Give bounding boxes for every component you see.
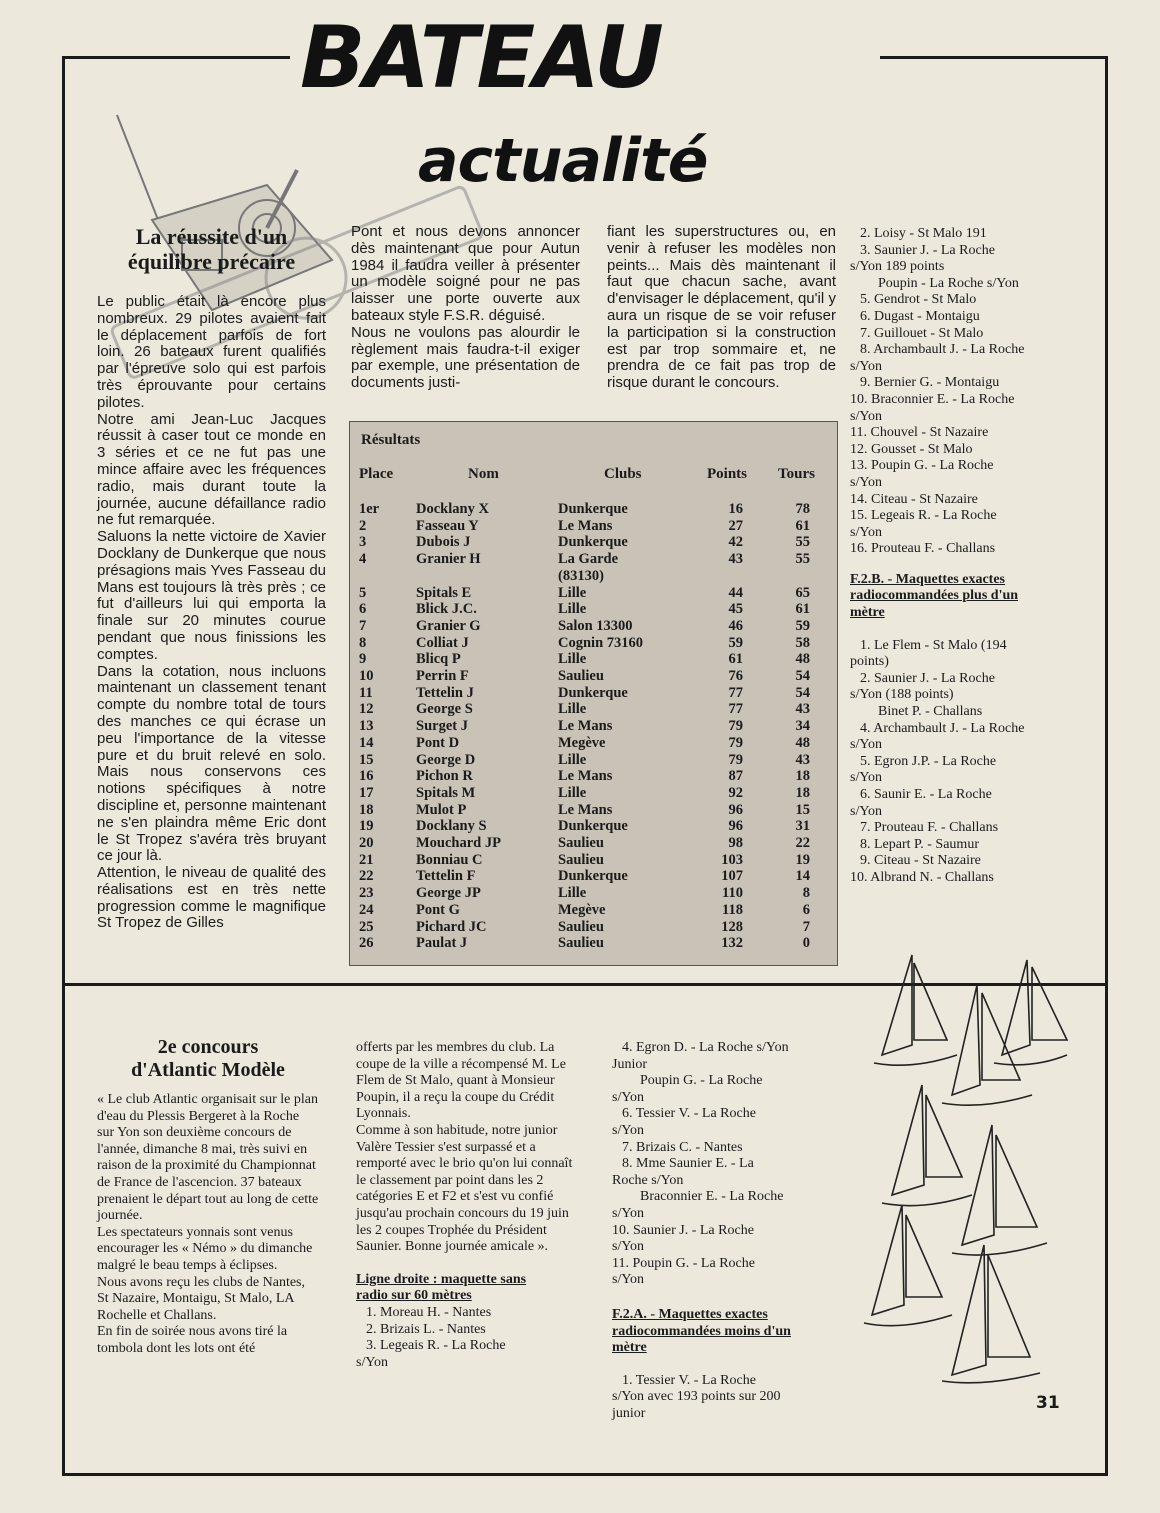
table-row [350,601,837,618]
table-cell-points: 77 [728,684,743,701]
table-cell-club: (83130) [558,567,604,584]
list-item: 9. Citeau - St Nazaire [860,853,981,869]
table-cell-nom: Spitals E [416,584,472,601]
paragraph: Les spectateurs yonnais sont venus encourager les « Némo » du dimanche malgré le beau temps à éclipses. [97,1224,313,1273]
table-cell-points: 110 [722,885,743,902]
col-header-place: Place [359,466,394,482]
list-item: 12. Gousset - St Malo [850,441,973,457]
table-cell-points: 98 [728,835,743,851]
list-item: 16. Prouteau F. - Challans [850,541,996,557]
paragraph: fiant les superstructures ou, en venir à refuser les modèles non peints... Mais dès maintenant il faut que chacun sache, avant d'envisager le déplacement, qu'il y aura un risque de se voir refuser la participation si la construction est par trop sommaire et, ne prendra de ce fait pas trop de risque durant le concours. [607,223,836,392]
table-cell-points: 87 [728,768,743,785]
list-item: 2. Loisy - St Malo 191 [860,226,987,241]
paragraph: Nous avons reçu les clubs de Nantes, St Nazaire, Montaigu, St Malo, LA Rochelle et Challans. [97,1274,306,1323]
table-row [350,735,837,752]
table-cell-club: Lille [558,701,587,718]
table-cell-place: 25 [359,918,374,935]
list-item: 6. Saunir E. - La Roche [860,787,992,802]
list-item: s/Yon [612,1239,645,1255]
table-cell-points: 42 [728,534,743,551]
list-item: 6. Tessier V. - La Roche [622,1106,756,1122]
table-cell-place: 21 [359,851,374,868]
table-cell-tours: 48 [795,734,810,751]
list-item: 10. Braconnier E. - La Roche [850,391,1015,407]
ligne-droite-list [356,1305,582,1371]
table-cell-points: 128 [721,918,743,935]
table-cell-tours: 43 [795,701,810,718]
f2b-heading: F.2.B. - Maquettes exactes radiocommandées plus d'un mètre [850,571,1019,621]
table-row [350,818,837,835]
ligne-droite-heading: Ligne droite : maquette sans radio sur 60 mètres [356,1271,527,1304]
list-item: Junior [612,1056,647,1072]
list-item: 1. Tessier V. - La Roche [622,1372,756,1388]
results-list [850,226,1080,558]
table-row [350,852,837,869]
list-item: s/Yon [850,358,883,374]
table-cell-place: 6 [359,601,367,618]
table-cell-club: Lille [558,784,587,801]
list-item: Poupin G. - La Roche [640,1073,763,1089]
table-cell-nom: Bonniau C [416,851,483,868]
list-item: 13. Poupin G. - La Roche [850,458,994,474]
table-cell-points: 27 [728,517,743,534]
list-item: 10. Saunier J. - La Roche [612,1222,754,1238]
table-cell-club: Dunkerque [558,534,628,551]
table-cell-club: Megève [558,734,606,751]
table-cell-tours: 31 [795,818,810,835]
list-item: 15. Legeais R. - La Roche [850,508,997,524]
list-item: s/Yon [850,737,883,753]
table-cell-place: 23 [359,885,374,902]
table-cell-place: 18 [359,801,374,818]
table-cell-club: Lille [558,584,587,601]
table-cell-points: 103 [721,851,743,868]
table-row [350,885,837,902]
list-item: 8. Mme Saunier E. - La [622,1156,754,1172]
table-row [350,618,837,635]
table-cell-nom: Pichard JC [416,918,487,935]
table-row [350,568,837,585]
list-item: 7. Brizais C. - Nantes [622,1139,743,1155]
results-list-continued [612,1040,838,1289]
table-cell-tours: 54 [795,668,810,684]
list-item: s/Yon (188 points) [850,687,954,703]
table-row [350,685,837,702]
table-cell-tours: 43 [795,751,810,768]
table-cell-club: Cognin 73160 [558,634,644,651]
table-row [350,534,837,551]
table-cell-tours: 18 [795,768,810,785]
list-item: 2. Saunier J. - La Roche [860,670,995,686]
table-cell-club: Saulieu [558,918,604,935]
page-title: BATEAU [300,8,662,108]
table-row [350,902,837,919]
table-cell-nom: George D [416,751,476,768]
paragraph: En fin de soirée nous avons tiré la tombola dont les lots ont été [97,1324,288,1356]
list-item: 8. Archambault J. - La Roche [860,342,1025,358]
col-header-tours: Tours [778,466,815,482]
list-item: s/Yon [850,408,883,424]
paragraph: Attention, le niveau de qualité des réalisations est en très nette progression comme le magnifique St Tropez de Gilles [97,864,326,932]
table-cell-points: 76 [728,668,743,684]
article2-column3 [612,1040,838,1422]
list-item: 9. Bernier G. - Montaigu [860,375,1000,391]
table-cell-nom: Granier H [416,551,481,568]
list-item: 1. Moreau H. - Nantes [366,1304,492,1320]
table-cell-points: 96 [728,801,743,818]
table-cell-nom: Spitals M [416,784,476,801]
list-item: s/Yon [850,770,883,786]
paragraph: Nous ne voulons pas alourdir le règlement mais faudra-t-il exiger par exemple, une présentation de documents justi- [351,323,580,392]
results-title: Résultats [361,432,421,448]
list-item: s/Yon [612,1122,645,1138]
list-item: s/Yon 189 points [850,259,945,275]
paragraph: Pont et nous devons annoncer dès maintenant que pour Autun 1984 il faudra veiller à présenter un modèle soigné pour ne pas laisser une porte ouverte aux bateaux style F.S.R. déguisé. [351,223,580,324]
table-cell-place: 14 [359,734,374,751]
table-row [350,802,837,819]
list-item: s/Yon [850,524,883,540]
table-cell-club: Le Mans [558,768,613,785]
table-cell-place: 19 [359,818,374,835]
table-cell-place: 10 [359,668,374,684]
list-item: s/Yon [850,474,883,490]
list-item: 11. Poupin G. - La Roche [612,1255,755,1271]
paragraph: Notre ami Jean-Luc Jacques réussit à caser tout ce monde en 3 séries et ce ne fut pas une mince affaire avec les fréquences radio, mais durant toute la journée, aucune défaillance radio ne fut remarquée. [97,410,326,529]
table-cell-points: 92 [728,784,743,801]
table-cell-tours: 15 [795,801,810,818]
table-cell-points: 61 [728,651,743,668]
list-item: s/Yon [612,1089,645,1105]
table-row [350,668,837,685]
table-cell-tours: 19 [795,851,810,868]
table-cell-nom: Tettelin F [416,868,476,885]
table-cell-tours: 78 [795,501,810,517]
table-cell-nom: Paulat J [416,935,468,952]
paragraph: offerts par les membres du club. La coupe de la ville a récompensé M. Le Flem de St Malo, quant à Monsieur Poupin, il a reçu la coupe du Crédit Lyonnais. [356,1040,566,1122]
f2a-results-list [612,1373,838,1423]
table-cell-place: 3 [359,534,367,551]
list-item: Roche s/Yon [612,1172,684,1188]
table-cell-tours: 14 [795,868,810,885]
table-cell-tours: 55 [795,551,810,568]
list-item: s/Yon [850,803,883,819]
table-cell-points: 44 [728,584,743,601]
table-row [350,635,837,652]
paragraph: « Le club Atlantic organisait sur le plan d'eau du Plessis Bergeret à la Roche sur Yon son deuxième concours de l'année, dimanche 8 mai, très suivi en raison de la proximité du Championnat de France de l'ascencion. 37 bateaux prenaient le départ tout au long de cette journée. [97,1092,319,1224]
table-cell-tours: 7 [802,918,810,935]
table-cell-place: 26 [359,935,374,952]
table-cell-club: Dunkerque [558,868,628,885]
list-item: 14. Citeau - St Nazaire [850,491,978,507]
table-cell-points: 16 [728,501,743,517]
results-table [349,421,838,966]
table-cell-points: 79 [728,751,743,768]
table-cell-tours: 18 [795,784,810,801]
table-cell-club: Dunkerque [558,684,628,701]
table-cell-points: 79 [728,718,743,735]
table-cell-club: Lille [558,885,587,902]
table-cell-nom: Granier G [416,617,481,634]
right-results-column [850,226,1080,887]
list-item: s/Yon [356,1354,389,1370]
table-cell-place: 17 [359,784,374,801]
table-row [350,718,837,735]
table-cell-place: 16 [359,768,374,785]
article2-column1 [97,1036,319,1358]
table-cell-points: 45 [728,601,743,618]
list-item: 5. Egron J.P. - La Roche [860,753,997,769]
table-cell-place: 11 [359,684,373,701]
table-cell-nom: Dubois J [416,534,471,551]
table-cell-club: Saulieu [558,851,604,868]
table-cell-tours: 55 [795,534,810,551]
table-row [350,785,837,802]
col-header-points: Points [707,466,748,482]
table-cell-points: 77 [728,701,743,718]
sailboats-illustration [862,945,1072,1385]
table-row [350,752,837,769]
paragraph: Le public était là encore plus nombreux. 29 pilotes avaient fait le déplacement parfois de fort loin. 26 bateaux furent qualifiés par l'épreuve solo qui est parfois très éprouvante pour certains pilotes. [97,293,326,411]
table-cell-tours: 59 [795,617,810,634]
table-cell-nom: Docklany S [416,818,487,835]
table-cell-nom: Fasseau Y [416,517,479,534]
list-item: Braconnier E. - La Roche [640,1189,784,1205]
list-item: 7. Guillouet - St Malo [860,325,984,341]
f2b-results-list [850,638,1080,887]
table-cell-place: 15 [359,751,374,768]
table-cell-place: 20 [359,835,374,851]
table-cell-place: 4 [359,551,367,568]
list-item: 7. Prouteau F. - Challans [860,820,999,836]
table-row [350,919,837,936]
table-cell-club: Le Mans [558,517,613,534]
list-item: s/Yon avec 193 points sur 200 [612,1389,781,1405]
table-cell-nom: Blicq P [416,651,461,668]
list-item: 11. Chouvel - St Nazaire [850,425,989,441]
table-row [350,935,837,952]
list-item: 4. Archambault J. - La Roche [860,720,1025,736]
table-cell-tours: 34 [795,718,810,735]
table-row [350,501,837,518]
table-cell-nom: Perrin F [416,668,469,684]
table-cell-tours: 48 [795,651,810,668]
table-cell-nom: Mulot P [416,801,467,818]
table-cell-club: La Garde [558,551,619,568]
paragraph: Comme à son habitude, notre junior Valère Tessier s'est surpassé et a remporté avec le brio qu'on lui connaît le classement par point dans les 2 catégories E et F2 et s'est vu confié jusqu'au prochain concours du 19 juin les 2 coupes Trophée du Président Saunier. Bonne journée amicale ». [356,1122,573,1255]
table-cell-place: 24 [359,901,374,918]
table-row [350,868,837,885]
table-cell-club: Saulieu [558,935,604,952]
table-cell-tours: 6 [802,901,810,918]
table-cell-tours: 61 [795,517,810,534]
list-item: Poupin - La Roche s/Yon [878,275,1019,291]
table-row [350,701,837,718]
table-cell-nom: Docklany X [416,501,489,517]
article2-heading: 2e concours d'Atlantic Modèle [131,1036,285,1081]
table-cell-club: Saulieu [558,668,604,684]
list-item: 8. Lepart P. - Saumur [860,836,979,852]
table-cell-club: Saulieu [558,835,604,851]
page-subtitle: actualité [418,126,708,196]
list-item: points) [850,654,889,670]
page-number: 31 [1036,1393,1060,1413]
paragraph: Saluons la nette victoire de Xavier Docklany de Dunkerque que nous présagions mais Yves Fasseau du Mans est toujours là très près ; ce fut d'ailleurs lui qui emporta la finale sur 20 minutes courue pendant que nous finissions les comptes. [97,528,326,663]
article1-column1 [97,224,326,932]
table-cell-nom: Blick J.C. [416,601,477,618]
table-cell-points: 79 [728,734,743,751]
table-cell-tours: 8 [802,885,810,902]
table-cell-points: 118 [722,901,743,918]
f2a-heading: F.2.A. - Maquettes exactes radiocommandées moins d'un mètre [612,1306,791,1356]
col-header-clubs: Clubs [604,466,642,482]
list-item: 1. Le Flem - St Malo (194 [860,637,1007,653]
table-cell-place: 22 [359,868,374,885]
table-cell-club: Dunkerque [558,501,628,517]
table-cell-club: Lille [558,651,587,668]
table-cell-tours: 54 [795,684,810,701]
table-cell-nom: Tettelin J [416,684,474,701]
article1-heading: La réussite d'un équilibre précaire [127,224,296,274]
table-cell-place: 9 [359,651,367,668]
list-item: 4. Egron D. - La Roche s/Yon [622,1040,789,1055]
list-item: s/Yon [612,1272,645,1288]
table-cell-club: Lille [558,751,587,768]
table-row [350,551,837,568]
article1-column2 [351,224,580,392]
table-cell-nom: Mouchard JP [416,835,501,851]
table-row [350,651,837,668]
table-cell-place: 2 [359,517,367,534]
table-cell-club: Le Mans [558,801,613,818]
list-item: Binet P. - Challans [878,704,983,720]
table-row [350,768,837,785]
table-cell-tours: 65 [795,584,810,601]
table-row [350,835,837,852]
table-row [350,585,837,602]
table-cell-tours: 0 [802,935,810,952]
table-row [350,518,837,535]
table-cell-club: Lille [558,601,587,618]
table-cell-nom: Colliat J [416,634,469,651]
table-cell-tours: 61 [795,601,810,618]
list-item: junior [612,1405,646,1421]
table-cell-nom: Pont D [416,734,460,751]
table-cell-place: 8 [359,634,367,651]
table-cell-club: Dunkerque [558,818,628,835]
list-item: 6. Dugast - Montaigu [860,308,980,324]
table-cell-club: Megève [558,901,606,918]
table-cell-club: Le Mans [558,718,613,735]
article2-column2 [356,1040,582,1371]
list-item: 5. Gendrot - St Malo [860,292,977,308]
table-cell-points: 96 [728,818,743,835]
table-cell-points: 46 [728,617,743,634]
list-item: 3. Saunier J. - La Roche [860,242,995,258]
list-item: 10. Albrand N. - Challans [850,869,994,885]
table-cell-place: 7 [359,617,367,634]
table-cell-nom: Pichon R [416,768,473,785]
col-header-nom: Nom [468,466,499,482]
list-item: s/Yon [612,1205,645,1221]
table-cell-place: 1er [359,501,380,517]
table-cell-points: 107 [721,868,743,885]
paragraph: Dans la cotation, nous incluons maintenant un classement tenant compte du nombre total de tours des manches ce qui écrase un peu l'importance de la vitesse pure et du bruit relevé en solo. Mais nous conservons ces notions spécifiques à notre discipline et, personne maintenant ne s'en plaindra même Eric dont le St Tropez s'avéra très bruyant ce jour là. [97,662,326,865]
table-cell-place: 5 [359,584,367,601]
table-cell-tours: 22 [795,835,810,851]
table-cell-place: 12 [359,701,374,718]
table-cell-place: 13 [359,718,374,735]
table-cell-tours: 58 [795,634,810,651]
table-cell-nom: George JP [416,885,481,902]
table-cell-nom: George S [416,701,473,718]
table-cell-points: 43 [728,551,743,568]
list-item: 2. Brizais L. - Nantes [366,1321,486,1337]
list-item: 3. Legeais R. - La Roche [366,1338,506,1354]
table-cell-nom: Pont G [416,901,460,918]
table-cell-points: 59 [728,634,743,651]
table-cell-nom: Surget J [416,718,468,735]
table-cell-club: Salon 13300 [558,617,633,634]
article1-column3 [607,224,836,392]
table-cell-points: 132 [721,935,743,952]
